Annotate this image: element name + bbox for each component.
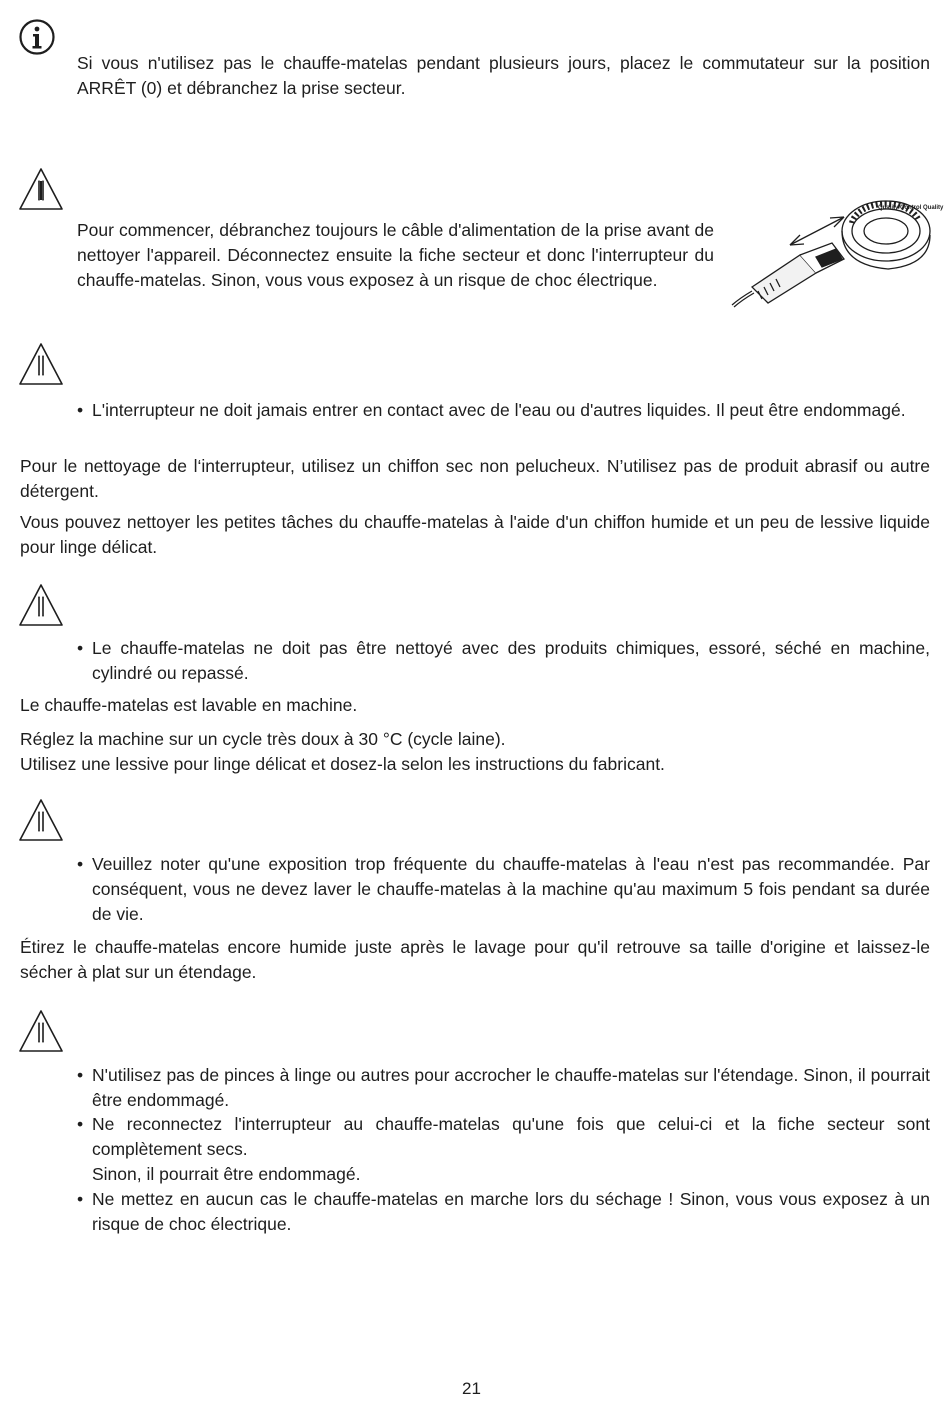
plug-disconnect-illustration <box>728 195 944 310</box>
bullet-text: N'utilisez pas de pinces à linge ou autres pour accrocher le chauffe-matelas sur l'étendage. Sinon, il pourrait être endommagé. <box>92 1065 930 1110</box>
bullet-dot: • <box>77 1189 84 1209</box>
bullet-text: Ne mettez en aucun cas le chauffe-matelas en marche lors du séchage ! Sinon, vous vous exposez à un risque de choc électrique. <box>92 1189 930 1234</box>
bullet-dot: • <box>77 638 84 658</box>
bullet-text: Veuillez noter qu'une exposition trop fréquente du chauffe-matelas à l'eau n'est pas recommandée. Par conséquent, vous ne devez laver le chauffe-matelas à la machine qu'au maximum 5 fois pendant sa durée de vie. <box>92 854 930 924</box>
bullet-text: Ne reconnectez l'interrupteur au chauffe-matelas qu'une fois que celui-ci et la fiche secteur sont complètement secs. <box>92 1114 930 1159</box>
bullet-item <box>77 1112 930 1187</box>
bullet-item <box>77 852 930 927</box>
bullet-item <box>77 636 930 686</box>
machine-settings-line: Utilisez une lessive pour linge délicat et dosez-la selon les instructions du fabricant. <box>20 754 665 774</box>
warning-triangle-icon <box>18 341 64 387</box>
warning-triangle-icon <box>18 1008 64 1054</box>
machine-settings-line: Réglez la machine sur un cycle très doux à 30 °C (cycle laine). <box>20 729 506 749</box>
bullet-dot: • <box>77 1114 84 1134</box>
bullet-dot: • <box>77 400 84 420</box>
paragraph-stretch-dry: Étirez le chauffe-matelas encore humide juste après le lavage pour qu'il retrouve sa taille d'origine et laissez-le sécher à plat sur un étendage. <box>20 937 930 982</box>
bullet-dot: • <box>77 1065 84 1085</box>
bullet-item <box>77 1063 930 1113</box>
bullet-item <box>77 1187 930 1237</box>
paragraph-small-stains: Vous pouvez nettoyer les petites tâches du chauffe-matelas à l'aide d'un chiffon humide et un peu de lessive liquide pour linge délicat. <box>20 512 930 557</box>
warning-triangle-icon <box>18 797 64 843</box>
controller-label: Quality Control Quality <box>878 205 944 211</box>
bullet-continuation: Sinon, il pourrait être endommagé. <box>92 1164 361 1184</box>
bullet-text: L'interrupteur ne doit jamais entrer en contact avec de l'eau ou d'autres liquides. Il peut être endommagé. <box>92 400 906 420</box>
bullet-text: Le chauffe-matelas ne doit pas être nettoyé avec des produits chimiques, essoré, séché en machine, cylindré ou repassé. <box>92 638 930 683</box>
bullet-item <box>77 398 930 423</box>
paragraph-washable: Le chauffe-matelas est lavable en machine. <box>20 695 358 715</box>
warning-triangle-icon <box>18 166 64 212</box>
warning-unplug-text: Pour commencer, débranchez toujours le câble d'alimentation de la prise avant de nettoyer l'appareil. Déconnectez ensuite la fiche secteur et donc l'interrupteur du chauffe-matelas. Sinon, vous vous exposez à un risque de choc électrique. <box>77 220 714 290</box>
info-icon <box>18 18 56 56</box>
info-note: Si vous n'utilisez pas le chauffe-matelas pendant plusieurs jours, placez le commutateur sur la position ARRÊT (0) et débranchez la prise secteur. <box>77 53 930 98</box>
paragraph-switch-cleaning: Pour le nettoyage de l‘interrupteur, utilisez un chiffon sec non pelucheux. N’utilisez pas de produit abrasif ou autre détergent. <box>20 456 930 501</box>
warning-triangle-icon <box>18 582 64 628</box>
bullet-dot: • <box>77 854 84 874</box>
paragraph-machine-settings <box>20 727 930 777</box>
page-number: 21 <box>462 1379 481 1398</box>
